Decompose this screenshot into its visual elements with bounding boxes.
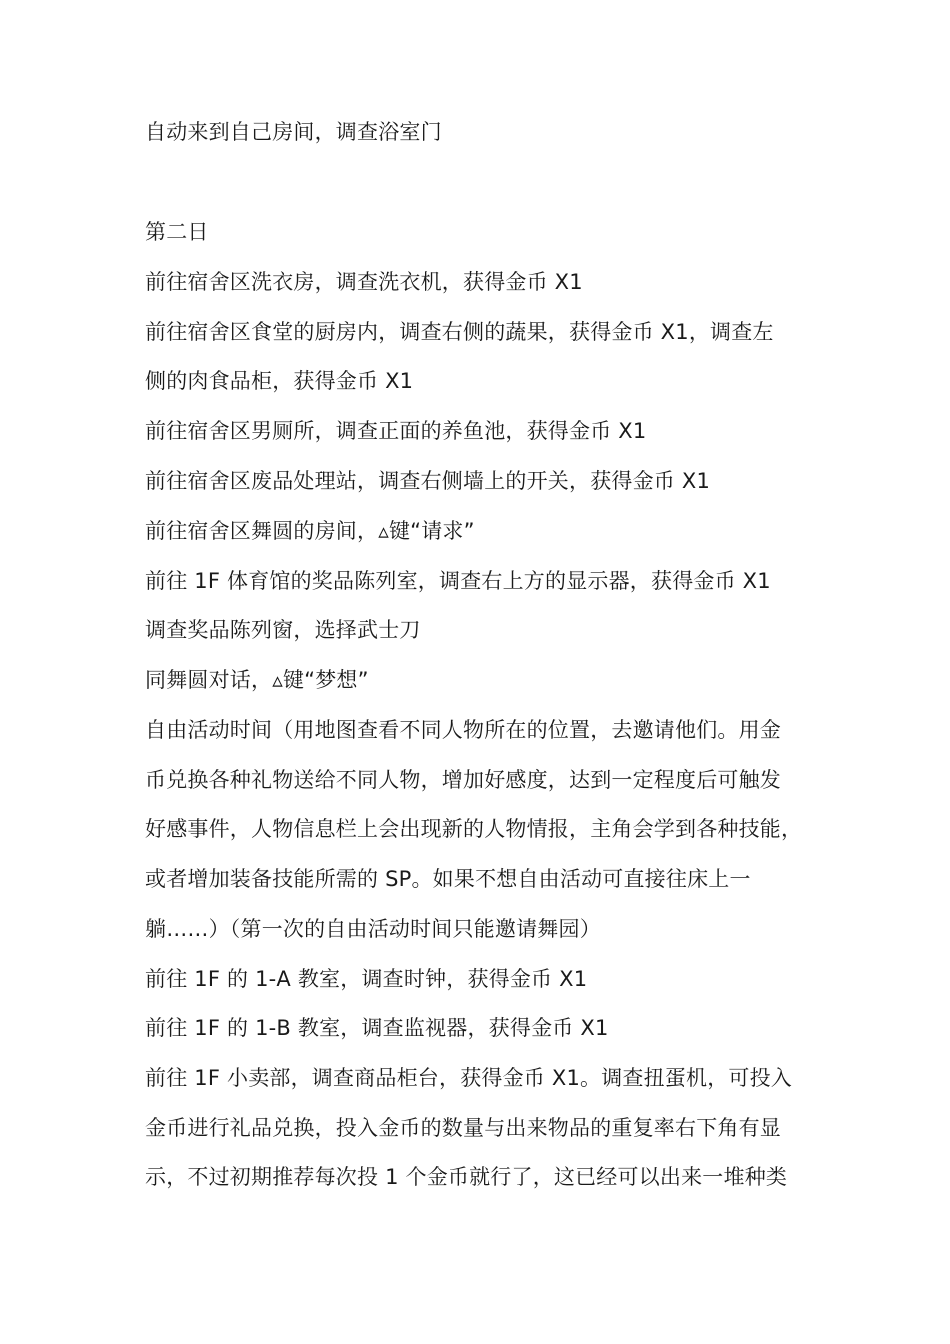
text-line: 自由活动时间（用地图查看不同人物所在的位置，去邀请他们。用金	[145, 718, 781, 742]
text-line: 币兑换各种礼物送给不同人物，增加好感度，达到一定程度后可触发	[145, 768, 781, 792]
text-line: 前往 1F 体育馆的奖品陈列室，调查右上方的显示器，获得金币 X1	[145, 569, 771, 593]
text-line: 侧的肉食品柜，获得金币 X1	[145, 369, 414, 393]
text-line: 前往 1F 小卖部，调查商品柜台，获得金币 X1。调查扭蛋机，可投入	[145, 1066, 793, 1090]
text-line: 前往 1F 的 1-A 教室，调查时钟，获得金币 X1	[145, 967, 588, 991]
section-heading: 第二日	[145, 220, 209, 244]
text-line: 前往宿舍区洗衣房，调查洗衣机，获得金币 X1	[145, 270, 583, 294]
text-line: 同舞圆对话，▵键“梦想”	[145, 668, 369, 692]
text-line: 调查奖品陈列窗，选择武士刀	[145, 618, 421, 642]
text-line: 前往 1F 的 1-B 教室，调查监视器，获得金币 X1	[145, 1016, 609, 1040]
text-line: 好感事件，人物信息栏上会出现新的人物情报，主角会学到各种技能，	[145, 817, 803, 841]
text-line: 或者增加装备技能所需的 SP。如果不想自由活动可直接往床上一	[145, 867, 751, 891]
text-line: 自动来到自己房间，调查浴室门	[145, 120, 442, 144]
text-line: 前往宿舍区舞圆的房间，▵键“请求”	[145, 519, 475, 543]
text-line: 示，不过初期推荐每次投 1 个金币就行了，这已经可以出来一堆种类	[145, 1165, 788, 1189]
text-line: 前往宿舍区男厕所，调查正面的养鱼池，获得金币 X1	[145, 419, 647, 443]
text-line: 金币进行礼品兑换，投入金币的数量与出来物品的重复率右下角有显	[145, 1116, 781, 1140]
text-line: 前往宿舍区食堂的厨房内，调查右侧的蔬果，获得金币 X1，调查左	[145, 320, 774, 344]
text-line: 躺……）（第一次的自由活动时间只能邀请舞园）	[145, 917, 601, 941]
text-line: 前往宿舍区废品处理站，调查右侧墙上的开关，获得金币 X1	[145, 469, 711, 493]
